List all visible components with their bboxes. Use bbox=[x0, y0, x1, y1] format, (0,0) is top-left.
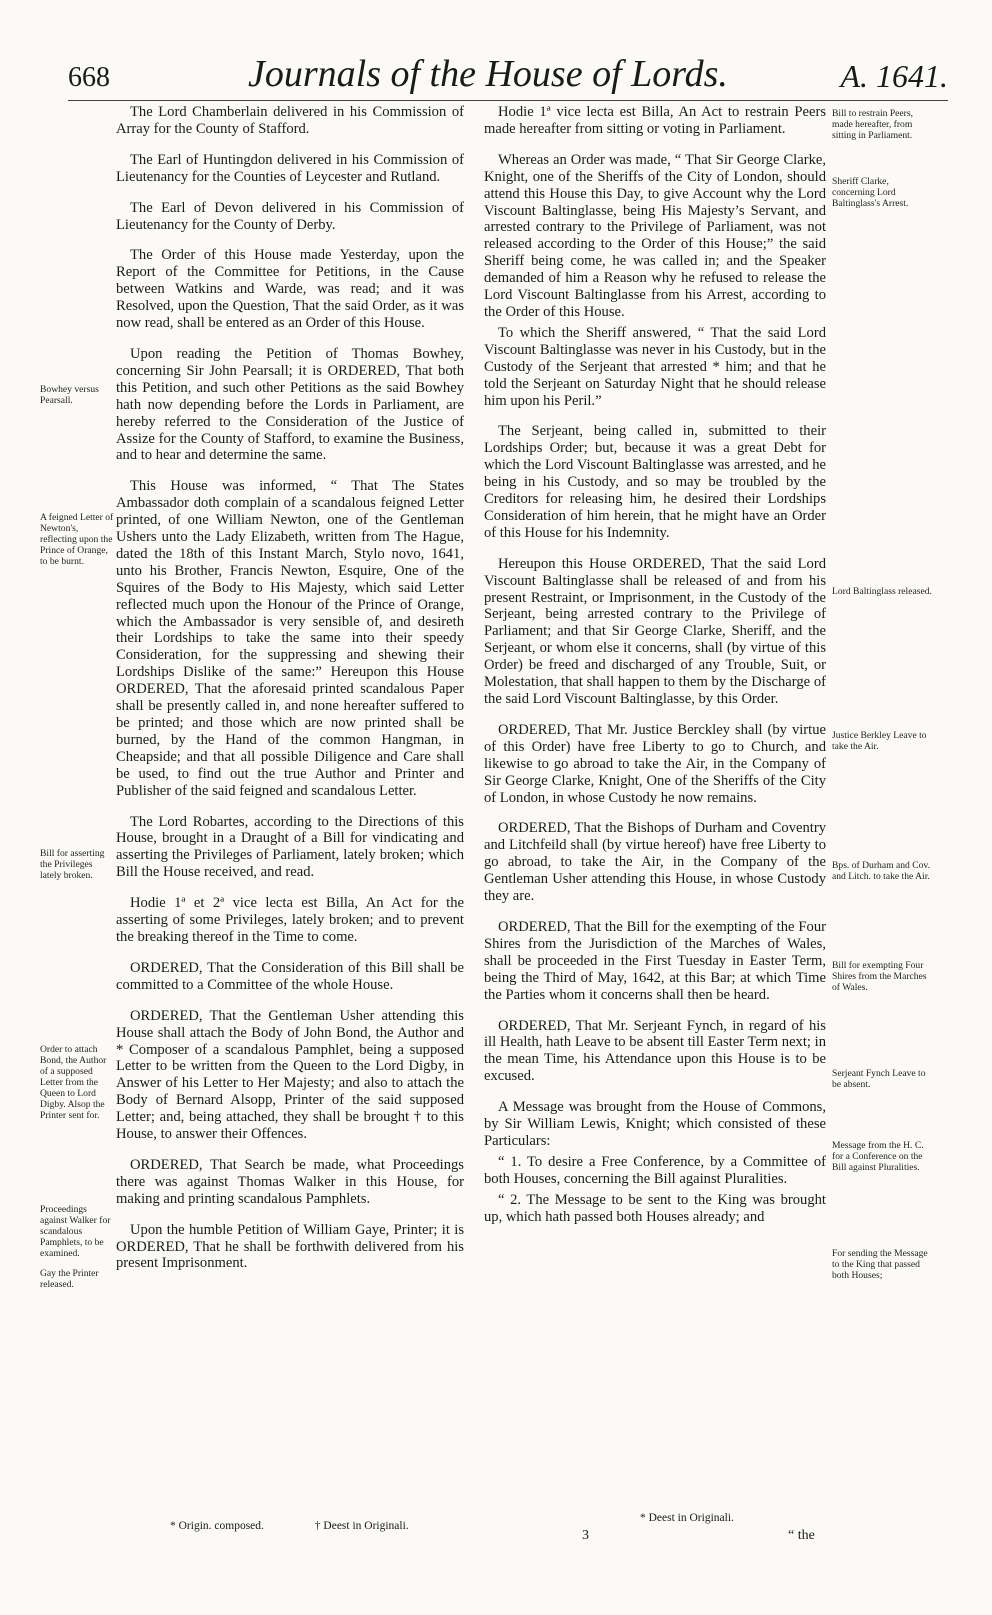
paragraph: ORDERED, That the Consideration of this Bill shall be committed to a Committee of the whole House. bbox=[116, 959, 464, 993]
footnote-right: * Deest in Originali. bbox=[640, 1512, 734, 1524]
paragraph: ORDERED, That Search be made, what Proceedings there was against Thomas Walker in this House, for making and printing scandalous Pamphlets. bbox=[116, 1156, 464, 1207]
paragraph: To which the Sheriff answered, “ That the said Lord Viscount Baltinglasse was never in his Custody, but in the Custody of the Serjeant that arrested * him; and that he told the Serjeant on Saturday Night that he should release him upon his Peril.” bbox=[484, 324, 826, 409]
margin-note-message: Message from the H. C. for a Conference on the Bill against Pluralities. bbox=[832, 1140, 924, 1173]
margin-note-sending: For sending the Message to the King that passed both Houses; bbox=[832, 1248, 928, 1281]
paragraph: A Message was brought from the House of Commons, by Sir William Lewis, Knight; which consisted of these Particulars: bbox=[484, 1099, 826, 1149]
margin-note-four-shires: Bill for exempting Four Shires from the Marches of Wales. bbox=[832, 960, 927, 993]
paragraph: ORDERED, That the Bishops of Durham and Coventry and Litchfeild shall (by virtue hereof) have free Liberty to go abroad, to take the Air, in the Company of the Gentleman Usher attending this House, in whose Custody they are. bbox=[484, 820, 826, 905]
paragraph: The Earl of Devon delivered in his Commission of Lieutenancy for the County of Derby. bbox=[116, 199, 464, 233]
running-year: A. 1641. bbox=[840, 58, 948, 94]
paragraph: The Earl of Huntingdon delivered in his Commission of Lieutenancy for the Counties of Leycester and Rutland. bbox=[116, 151, 464, 185]
paragraph: Upon reading the Petition of Thomas Bowhey, concerning Sir John Pearsall; it is ORDERED, That both this Petition, and such other Petitions as the said Bowhey hath now depending before the Lords in Parliament, are hereby referred to the Consideration of the Justice of Assize for the County of Stafford, to examine the Business, and to hear and determine the same. bbox=[116, 345, 464, 464]
paragraph: The Order of this House made Yesterday, upon the Report of the Committee for Petitions, in the Cause between Watkins and Warde, was read; and it was Resolved, upon the Question, That the said Order, as it was now read, shall be entered as an Order of this House. bbox=[116, 247, 464, 332]
footnote: * Origin. composed. bbox=[170, 1520, 264, 1532]
signature-mark: 3 bbox=[582, 1528, 589, 1543]
margin-note-berkley: Justice Berkley Leave to take the Air. bbox=[832, 730, 927, 752]
paragraph: The Lord Chamberlain delivered in his Commission of Array for the County of Stafford. bbox=[116, 104, 464, 137]
footnotes-left bbox=[170, 1520, 457, 1532]
running-title: Journals of the House of Lords. bbox=[248, 53, 728, 95]
paragraph: Upon the humble Petition of William Gaye, Printer; it is ORDERED, That he shall be forthwith delivered from his present Imprisonment. bbox=[116, 1221, 464, 1272]
margin-note-bishops: Bps. of Durham and Cov. and Litch. to take the Air. bbox=[832, 860, 930, 882]
margin-note-peers-bill: Bill to restrain Peers, made hereafter, from sitting in Parliament. bbox=[832, 108, 913, 141]
margin-note-clarke: Sheriff Clarke, concerning Lord Baltinglass's Arrest. bbox=[832, 176, 909, 209]
margin-note-privileges-bill: Bill for asserting the Privileges lately broken. bbox=[40, 848, 105, 881]
paragraph: The Serjeant, being called in, submitted to their Lordships Order; but, because it was a great Debt for which the Lord Viscount Baltinglasse was arrested, and he being in his Custody, and so may be troubled by the Creditors for releasing him, he desired their Lordships Consideration of him herein, that he might have an Order of this House for his Indemnity. bbox=[484, 423, 826, 541]
page-number: 668 bbox=[68, 62, 110, 93]
catchword: “ the bbox=[788, 1528, 815, 1543]
paragraph: “ 2. The Message to be sent to the King was brought up, which hath passed both Houses already; and bbox=[484, 1191, 826, 1225]
margin-note-gaye: Gay the Printer released. bbox=[40, 1268, 99, 1290]
paragraph: Whereas an Order was made, “ That Sir George Clarke, Knight, one of the Sheriffs of the City of London, should attend this House this Day, to give Account why the Lord Viscount Baltinglasse, being His Majesty’s Servant, and arrested contrary to the Privilege of Parliament, was not released according to the Order of this House;” the said Sheriff being come, he was called in; and the Speaker demanded of him a Reason why he refused to release the Lord Viscount Baltinglasse from his Arrest, according to the Order of this House. bbox=[484, 151, 826, 320]
paragraph: Hodie 1ª et 2ª vice lecta est Billa, An Act for the asserting of some Privileges, lately broken; and to prevent the breaking thereof in the Time to come. bbox=[116, 895, 464, 945]
paragraph: ORDERED, That the Gentleman Usher attending this House shall attach the Body of John Bond, the Author and * Composer of a scandalous Pamphlet, being a supposed Letter to be written from the Queen to the Lord Digby, in Answer of his Letter to Her Majesty; and also to attach the Body of Bernard Alsopp, Printer of the said supposed Letter; and, being attached, they shall be brought † to this House, to answer their Offences. bbox=[116, 1007, 464, 1143]
paragraph: ORDERED, That the Bill for the exempting of the Four Shires from the Jurisdiction of the Marches of Wales, shall be proceeded in the First Tuesday in Easter Term, being the Third of May, 1642, at this Bar; at which Time the Parties whom it concerns shall then be heard. bbox=[484, 918, 826, 1003]
paragraph: This House was informed, “ That The States Ambassador doth complain of a scandalous feigned Letter printed, of one William Newton, one of the Gentleman Ushers unto the Lady Elizabeth, written from The Hague, dated the 18th of this Instant March, Stylo novo, 1641, unto his Brother, Francis Newton, Esquire, One of the Squires of the Body to His Majesty, which said Letter reflected much upon the Honour of the Prince of Orange, which the Ambassador is very sensible of, and desireth their Lordships to take the same into their speedy Consideration, for the suppressing and shewing their Lordships Dislike of the same:” Hereupon this House ORDERED, That the aforesaid printed scandalous Paper shall be presently called in, and none hereafter suffered to be printed; and those which are now printed shall be burned, by the Hand of the common Hangman, in Cheapside; and that all possible Diligence and Care shall be used, to find out the true Author and Printer and Publisher of the said feigned and scandalous Letter. bbox=[116, 478, 464, 799]
page-header bbox=[68, 52, 948, 95]
margin-note-bond: Order to attach Bond, the Author of a supposed Letter from the Queen to Lord Digby. Alsop the Printer sent for. bbox=[40, 1044, 107, 1121]
paragraph: Hodie 1ª vice lecta est Billa, An Act to restrain Peers made hereafter from sitting or voting in Parliament. bbox=[484, 104, 826, 137]
right-column bbox=[484, 104, 826, 1229]
paragraph: The Lord Robartes, according to the Directions of this House, brought in a Draught of a Bill for vindicating and asserting the Privileges of Parliament, lately broken; which Bill the House received, and read. bbox=[116, 813, 464, 881]
paragraph: Hereupon this House ORDERED, That the said Lord Viscount Baltinglasse shall be released of and from his present Restraint, or Imprisonment, in the Custody of the Serjeant, being arrested contrary to the Privilege of Parliament; and that Sir George Clarke, Sheriff, and the Serjeant, or whom else it concerns, shall (by virtue of this Order) be freed and discharged of any Trouble, Suit, or Molestation, that shall happen to them by the Discharge of the said Lord Viscount Baltinglasse, by this Order. bbox=[484, 555, 826, 707]
margin-note-bowhey: Bowhey versus Pearsall. bbox=[40, 384, 99, 406]
paragraph: ORDERED, That Mr. Serjeant Fynch, in regard of his ill Health, hath Leave to be absent till Easter Term next; in the mean Time, his Attendance upon this House is to be excused. bbox=[484, 1017, 826, 1085]
margin-note-newton: A feigned Letter of Newton's, reflecting upon the Prince of Orange, to be burnt. bbox=[40, 512, 114, 567]
header-rule bbox=[68, 100, 948, 101]
margin-note-walker: Proceedings against Walker for scandalous Pamphlets, to be examined. bbox=[40, 1204, 111, 1259]
left-column bbox=[116, 104, 464, 1276]
margin-note-fynch: Serjeant Fynch Leave to be absent. bbox=[832, 1068, 926, 1090]
paragraph: “ 1. To desire a Free Conference, by a Committee of both Houses, concerning the Bill against Pluralities. bbox=[484, 1153, 826, 1187]
footnote: † Deest in Originali. bbox=[314, 1520, 409, 1532]
paragraph: ORDERED, That Mr. Justice Berckley shall (by virtue of this Order) have free Liberty to go to Church, and likewise to go abroad to take the Air, in the Company of Sir George Clarke, Knight, One of the Sheriffs of the City of London, in whose Custody he now remains. bbox=[484, 721, 826, 806]
margin-note-baltinglass: Lord Baltinglass released. bbox=[832, 586, 932, 597]
